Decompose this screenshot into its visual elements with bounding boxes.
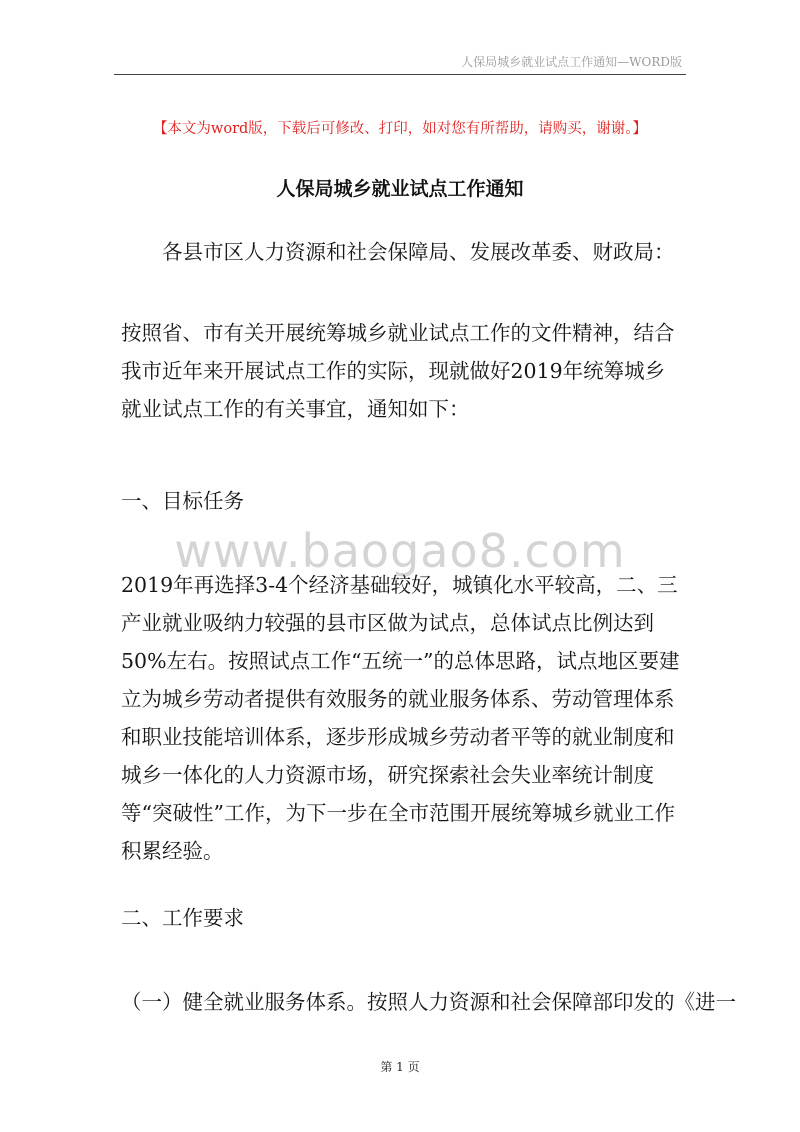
section-heading-goals: 一、目标任务 — [121, 489, 244, 513]
header-divider — [114, 74, 686, 75]
requirement-item-1: （一）健全就业服务体系。按照人力资源和社会保障部印发的《进一 — [121, 990, 736, 1014]
document-title: 人保局城乡就业试点工作通知 — [276, 178, 524, 200]
page-number: 第 1 页 — [380, 1060, 420, 1074]
section-heading-requirements: 二、工作要求 — [121, 906, 244, 930]
running-header: 人保局城乡就业试点工作通知—WORD版 — [461, 55, 682, 69]
watermark: www.baogao8.com — [174, 524, 626, 578]
intro-paragraph: 按照省、市有关开展统筹城乡就业试点工作的文件精神，结合我市近年来开展试点工作的实际，现就做好2019年统筹城乡就业试点工作的有关事宜，通知如下： — [121, 321, 675, 421]
salutation-paragraph: 各县市区人力资源和社会保障局、发展改革委、财政局： — [162, 240, 675, 264]
purchase-notice: 【本文为word版，下载后可修改、打印，如对您有所帮助，请购买，谢谢。】 — [152, 121, 648, 137]
goals-paragraph: 2019年再选择3-4个经济基础较好，城镇化水平较高，二、三产业就业吸纳力较强的县市区做为试点，总体试点比例达到50%左右。按照试点工作“五统一”的总体思路，试点地区要建立为城乡劳动者提供有效服务的就业服务体系、劳动管理体系和职业技能培训体系，逐步形成城乡劳动者平等的就业制度和城乡一体化的人力资源市场，研究探索社会失业率统计制度等“突破性”工作，为下一步在全市范围开展统筹城乡就业工作积累经验。 — [121, 573, 680, 863]
